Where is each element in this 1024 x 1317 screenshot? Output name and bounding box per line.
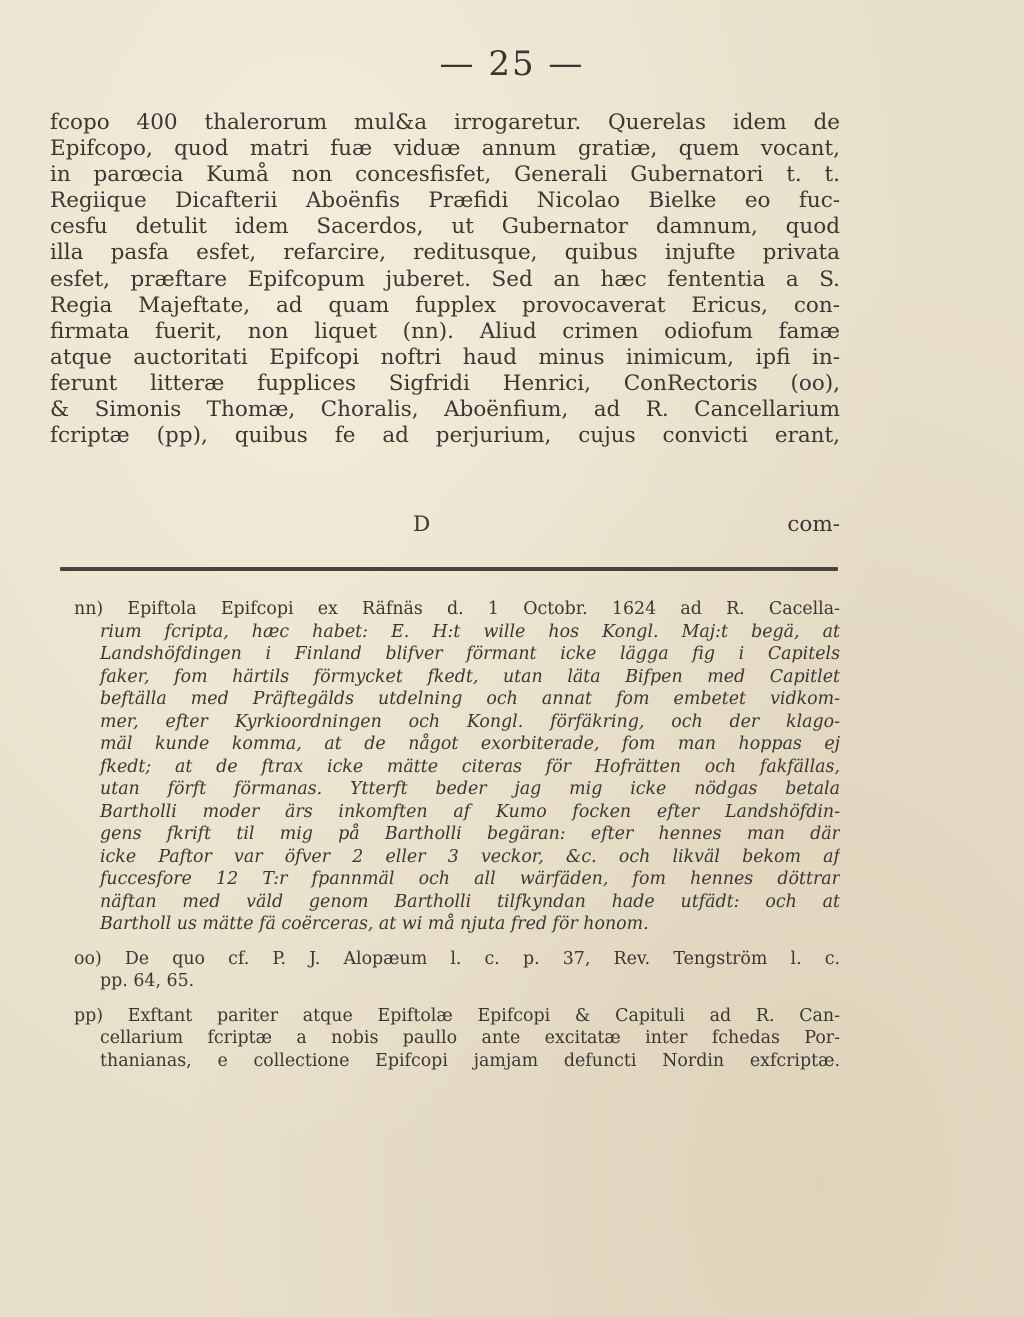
footnote-line: beftälla med Präftegälds utdelning och annat fom embetet vidkom- [100, 689, 840, 709]
text-line: atque auctoritati Epifcopi noftri haud minus inimicum, ipfi in- [50, 344, 840, 370]
footnote-line: Bartholl us mätte fä coërceras, at wi må njuta fred för honom. [100, 914, 649, 934]
footnote-line: utan förft förmanas. Ytterft beder jag mig icke nödgas betala [100, 779, 840, 799]
footnote-line: icke Paftor var öfver 2 eller 3 veckor, &c. och likväl bekom af [100, 846, 840, 867]
page-number: — 25 — [439, 44, 585, 84]
footnote-line: Bartholli moder ärs inkomften af Kumo focken efter Landshöfdin- [100, 801, 840, 822]
text-line: & Simonis Thomæ, Choralis, Aboënfium, ad R. Cancellarium [50, 397, 840, 423]
footnote-line: Landshöfdingen i Finland blifver förmant icke lägga fig i Capitels [100, 644, 840, 664]
footnote-line: nn) Epiftola Epifcopi ex Räfnäs d. 1 Octobr. 1624 ad R. Cacella- [74, 599, 840, 619]
footnote-line: oo) De quo cf. P. J. Alopæum l. c. p. 37, Rev. Tengström l. c. [74, 948, 840, 969]
footnote-line: näftan med väld genom Bartholli tilfkyndan hade utfädt: och at [100, 891, 840, 912]
footnote-line: cellarium fcriptæ a nobis paullo ante excitatæ inter fchedas Por- [100, 1028, 840, 1048]
footnotes [50, 598, 840, 1084]
footnote-line: gens fkrift til mig på Bartholli begäran: efter hennes man där [100, 824, 840, 844]
text-line: in parœcia Kumå non concesfisfet, Generali Gubernatori t. t. [50, 162, 840, 188]
footnote-pp [50, 1005, 840, 1073]
text-line: firmata fuerit, non liquet (nn). Aliud crimen odiofum famæ [50, 318, 840, 344]
text-line: fcopo 400 thalerorum mul&a irrogaretur. Querelas idem de [50, 110, 840, 135]
footnote-line: pp) Exftant pariter atque Epiftolæ Epifcopi & Capituli ad R. Can- [74, 1005, 840, 1026]
footnote-line: fuccesfore 12 T:r fpannmäl och all wärfäden, fom hennes döttrar [100, 869, 840, 889]
footnote-oo [50, 948, 840, 993]
footnote-line: faker, fom härtils förmycket fkedt, utan läta Bifpen med Capitlet [100, 666, 840, 687]
footnote-line: fkedt; at de ftrax icke mätte citeras för Hofrätten och fakfällas, [100, 756, 840, 777]
footnote-nn [50, 598, 840, 936]
text-line: Regia Majeftate, ad quam fupplex provocaverat Ericus, con- [50, 292, 840, 318]
footnote-line: thanianas, e collectione Epifcopi jamjam defuncti Nordin exfcriptæ. [100, 1050, 840, 1071]
text-line: ferunt litteræ fupplices Sigfridi Henrici, ConRectoris (oo), [50, 370, 840, 396]
signature-mark: D [413, 512, 431, 537]
text-line: cesfu detulit idem Sacerdos, ut Gubernator damnum, quod [50, 214, 840, 240]
body-text [50, 110, 840, 449]
text-line: esfet, præftare Epifcopum juberet. Sed an hæc fententia a S. [50, 266, 840, 292]
footnote-line: mäl kunde komma, at de något exorbiterade, fom man hoppas ej [100, 734, 840, 754]
text-line: illa pasfa esfet, refarcire, reditusque, quibus injufte privata [50, 240, 840, 266]
text-line: fcriptæ (pp), quibus fe ad perjurium, cujus convicti erant, [50, 423, 840, 449]
footnote-line: mer, efter Kyrkioordningen och Kongl. förfäkring, och der klago- [100, 711, 840, 732]
catchword: com- [787, 512, 840, 537]
footnote-line: rium fcripta, hæc habet: E. H:t wille hos Kongl. Maj:t begä, at [100, 621, 840, 642]
footnote-line: pp. 64, 65. [100, 971, 195, 991]
text-line: Regiique Dicafterii Aboënfis Præfidi Nicolao Bielke eo fuc- [50, 188, 840, 214]
text-line: Epifcopo, quod matri fuæ viduæ annum gratiæ, quem vocant, [50, 136, 840, 162]
footnote-rule [60, 567, 838, 571]
